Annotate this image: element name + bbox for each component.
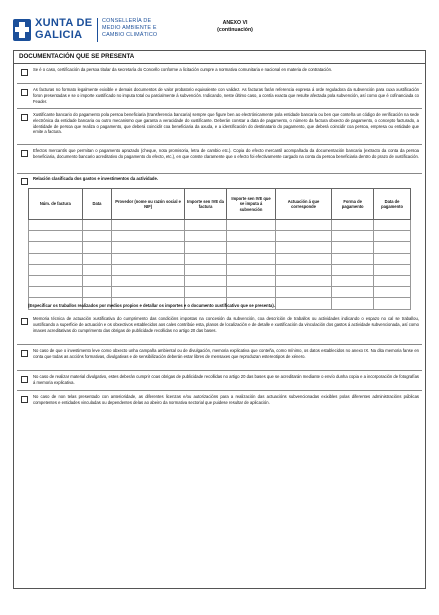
logo-department xyxy=(102,18,157,39)
table-cell[interactable] xyxy=(332,298,374,309)
checkbox-item-3[interactable] xyxy=(21,114,28,121)
table-cell[interactable] xyxy=(275,220,331,231)
table-header-row xyxy=(29,189,411,220)
item-1-text: Se é o caso, certificación da persoa titular da secretaría do Concello conforme a licitación cumpre a normativa comunitaria e nacional en materia de contratación. xyxy=(33,67,333,72)
logo-dept-line: CAMBIO CLIMÁTICO xyxy=(102,32,158,38)
table-cell[interactable] xyxy=(82,275,112,286)
table-cell[interactable] xyxy=(332,231,374,242)
col-amount-no-vat: Importe sen IVE da factura xyxy=(184,189,226,220)
col-payment-date: Data de pagamento xyxy=(374,189,411,220)
checkbox-item-2[interactable] xyxy=(21,89,28,96)
table-cell[interactable] xyxy=(184,242,226,253)
table-row xyxy=(29,231,411,242)
divider xyxy=(17,173,422,174)
table-cell[interactable] xyxy=(374,253,411,264)
table-cell[interactable] xyxy=(82,287,112,298)
table-cell[interactable] xyxy=(275,264,331,275)
checkbox-item-6[interactable] xyxy=(21,318,28,325)
table-note: (Especificar os traballos realizados por medios propios e detallar os importes e o documento xustificativo que se presenta). xyxy=(28,303,275,308)
divider xyxy=(17,344,422,345)
checkbox-item-1[interactable] xyxy=(21,69,28,76)
table-cell[interactable] xyxy=(29,231,83,242)
col-amount-subsidy: Importe sen IVE que se imputa á subvención xyxy=(227,189,276,220)
logo-dept-line: MEDIO AMBIENTE E xyxy=(102,25,157,31)
table-body xyxy=(29,220,411,310)
item-3-text: Xustificante bancario do pagamento pola persoa beneficiaria (transferencia bancaria) sempre que figure ben ao electrónicamente pola entidade bancaria ou ben que conteña un código de verificación na sede electrónica da entidade bancaria ou outro mecanismo que garanta a veracidade do xustificante. Deberán constar a data de pagamento, o número da factura obxecto de pagamento, o concepto facturado, a identidade de persoa que realiza o pagamento, que deberá coincidir coa beneficiaria da axuda, e a identificación do destinatario do pagamento, que deberá coincidir coa persoa, empresa ou entidade que emite a factura. xyxy=(33,112,419,135)
table-cell[interactable] xyxy=(29,275,83,286)
table-row xyxy=(29,220,411,231)
table-cell[interactable] xyxy=(227,275,276,286)
divider xyxy=(17,390,422,391)
table-cell[interactable] xyxy=(332,220,374,231)
galicia-cross-icon xyxy=(13,19,31,41)
table-cell[interactable] xyxy=(112,242,185,253)
table-cell[interactable] xyxy=(112,287,185,298)
table-cell[interactable] xyxy=(112,231,185,242)
table-cell[interactable] xyxy=(82,253,112,264)
divider xyxy=(17,370,422,371)
table-cell[interactable] xyxy=(332,264,374,275)
table-cell[interactable] xyxy=(275,231,331,242)
table-cell[interactable] xyxy=(275,298,331,309)
table-cell[interactable] xyxy=(29,287,83,298)
table-cell[interactable] xyxy=(227,264,276,275)
table-cell[interactable] xyxy=(29,253,83,264)
table-cell[interactable] xyxy=(275,275,331,286)
table-cell[interactable] xyxy=(184,220,226,231)
logo-text: XUNTA DE GALICIA xyxy=(35,17,93,41)
table-cell[interactable] xyxy=(275,253,331,264)
table-cell[interactable] xyxy=(275,287,331,298)
table-cell[interactable] xyxy=(82,242,112,253)
table-cell[interactable] xyxy=(227,220,276,231)
table-row xyxy=(29,275,411,286)
item-7-text: No caso de que o investimento leve como obxecto unha campaña ambiental ou de divulgación, memoria explicativa que conteña, como mínimo, os datos establecidos no anexo IX. Na dita memoria fanse en conta que todas as accións formativas, divulgativas e de sensibilización deberán estar libres de mensaxes que reproduzan estereotipos de xénero. xyxy=(33,348,419,359)
table-cell[interactable] xyxy=(112,275,185,286)
table-cell[interactable] xyxy=(29,220,83,231)
table-cell[interactable] xyxy=(184,287,226,298)
table-cell[interactable] xyxy=(82,231,112,242)
table-row xyxy=(29,287,411,298)
table-cell[interactable] xyxy=(29,264,83,275)
table-cell[interactable] xyxy=(332,253,374,264)
logo-divider xyxy=(97,18,98,42)
table-cell[interactable] xyxy=(332,242,374,253)
table-cell[interactable] xyxy=(112,264,185,275)
divider xyxy=(17,144,422,145)
table-row xyxy=(29,264,411,275)
expenses-table xyxy=(28,188,411,310)
table-cell[interactable] xyxy=(184,264,226,275)
table-cell[interactable] xyxy=(184,253,226,264)
xunta-logo xyxy=(13,17,213,47)
annex-subtitle: (continuación) xyxy=(217,27,253,33)
checkbox-item-4[interactable] xyxy=(21,150,28,157)
divider xyxy=(17,83,422,84)
table-cell[interactable] xyxy=(82,220,112,231)
table-row xyxy=(29,253,411,264)
logo-wordmark xyxy=(35,17,95,41)
section-title: DOCUMENTACIÓN QUE SE PRESENTA xyxy=(19,53,135,60)
table-cell[interactable] xyxy=(374,231,411,242)
table-cell[interactable] xyxy=(332,275,374,286)
table-cell[interactable] xyxy=(227,231,276,242)
table-cell[interactable] xyxy=(184,275,226,286)
col-date: Data xyxy=(82,189,112,220)
table-cell[interactable] xyxy=(227,242,276,253)
table-cell[interactable] xyxy=(29,242,83,253)
table-cell[interactable] xyxy=(332,287,374,298)
table-cell[interactable] xyxy=(374,298,411,309)
item-4-text: Efectos mercantís que permitan o pagamento aprazado (cheque, nota promisoria, letra de cambio etc.). Copia do efecto mercantil acompañada da documentación bancaria (extracto da conta da persoa beneficiaria, documento bancario acreditativo do pagamento do efecto, etc.), en que conste claramente que o efecto foi efectivamente cargado na conta da persoa beneficiaria dentro do prazo de xustificación. xyxy=(33,148,419,159)
table-cell[interactable] xyxy=(374,220,411,231)
table-cell[interactable] xyxy=(374,275,411,286)
col-supplier: Provedor (nome ou razón social e NIF) xyxy=(112,189,185,220)
table-cell[interactable] xyxy=(227,253,276,264)
checkbox-item-5[interactable] xyxy=(21,178,28,185)
table-cell[interactable] xyxy=(184,231,226,242)
item-9-text: No caso de non telas presentado con anterioridade, as diferentes licenzas e/ou autorizacións para a realización das actuacións subvencionadas exixibles polas diferentes administracións públicas competentes e entidades vinculadas ou dependentes delas ao abeiro da normativa sectorial que puidese resultar de aplicación. xyxy=(33,394,419,405)
table-cell[interactable] xyxy=(112,220,185,231)
checkbox-item-7[interactable] xyxy=(21,350,28,357)
table-cell[interactable] xyxy=(275,242,331,253)
table-row xyxy=(29,242,411,253)
table-cell[interactable] xyxy=(374,264,411,275)
item-8-text: No caso de realizar material divulgativo, estes deberán cumprir coas obrigas de publicidade recollidas no artigo 20 das bases que se acreditarán mediante o envío dunha copia e a incorporación de fotografías á memoria explicativa. xyxy=(33,374,419,385)
table-cell[interactable] xyxy=(82,264,112,275)
table-cell[interactable] xyxy=(227,287,276,298)
table-cell[interactable] xyxy=(374,242,411,253)
checkbox-item-9[interactable] xyxy=(21,396,28,403)
annex-title: ANEXO VI xyxy=(222,20,248,26)
col-action: Actuación á que corresponde xyxy=(275,189,331,220)
logo-dept-line: CONSELLERÍA DE xyxy=(102,18,152,24)
annex-heading xyxy=(185,20,285,34)
table-cell[interactable] xyxy=(374,287,411,298)
checkbox-item-8[interactable] xyxy=(21,376,28,383)
col-invoice-number: Núm. de factura xyxy=(29,189,83,220)
item-5-text: Relación clasificada dos gastos e investimentos da actividade. xyxy=(33,176,158,181)
divider xyxy=(17,108,422,109)
item-2-text: As facturas no formato legalmente exixible e demais documentos de valor probatorio equivalente con validez. As facturas farán referencia expresa á orde reguladora da subvención para cuxa xustificación foron presentadas e se o importe xustificado no imputa total ou parcialmente á subvención. Indicando, neste último caso, a contía exacta que resulte afectada pola subvención, así como que é cofinanciada co Feader. xyxy=(33,87,419,104)
item-6-text: Memoria técnica de actuación xustificativa do cumprimento das condicións impostas na concesión da subvención, coa descrición de traballos ou actividades indicando o espazo no cal se traballou, xustificando a superficie de actuación e os obxectivos establecidos aos cales contribúe esta, planos de localización e de detalle e xustificación da vinculación dos gastos á actividade subvencionada, así como imaxes acreditativas do cumprimento das obrigas de publicidade recollidas no artigo 20 das bases. xyxy=(33,316,419,333)
table-cell[interactable] xyxy=(112,253,185,264)
col-payment-method: Forma de pagamento xyxy=(332,189,374,220)
